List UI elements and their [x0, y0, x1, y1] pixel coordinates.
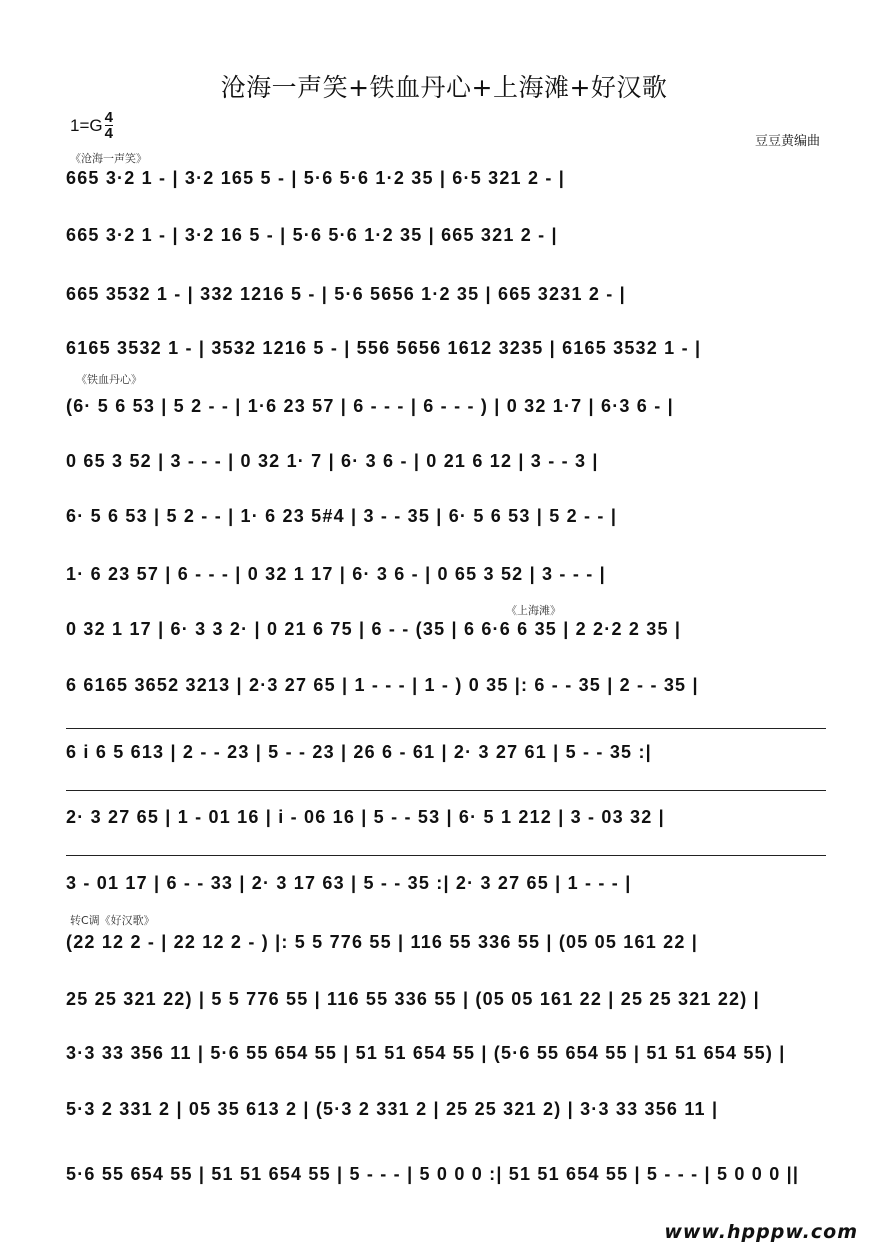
score-row: 2· 3 27 65 | 1 - 01 16 | i - 06 16 | 5 - - 53 | 6· 5 1 212 | 3 - 03 32 | — [66, 807, 665, 827]
score-row: 6165 3532 1 - | 3532 1216 5 - | 556 5656 1612 3235 | 6165 3532 1 - | — [66, 338, 702, 358]
score-row: 5·3 2 331 2 | 05 35 613 2 | (5·3 2 331 2 | 25 25 321 2) | 3·3 33 356 11 | — [66, 1099, 719, 1119]
score-row: 665 3·2 1 - | 3·2 165 5 - | 5·6 5·6 1·2 35 | 6·5 321 2 - | — [66, 168, 565, 188]
volta-line-3 — [66, 855, 826, 856]
score-row: 665 3532 1 - | 332 1216 5 - | 5·6 5656 1·2 35 | 665 3231 2 - | — [66, 284, 626, 304]
composer-credit: 豆豆黄编曲 — [754, 134, 820, 149]
page-title: 沧海一声笑+铁血丹心+上海滩+好汉歌 — [220, 73, 668, 102]
volta-line-1 — [66, 728, 826, 729]
score-row: (6· 5 6 53 | 5 2 - - | 1·6 23 57 | 6 - - - | 6 - - - ) | 0 32 1·7 | 6·3 6 - | — [66, 396, 674, 416]
score-row: 6 i 6 5 613 | 2 - - 23 | 5 - - 23 | 26 6 - 61 | 2· 3 27 61 | 5 - - 35 :| — [66, 742, 652, 762]
score-row: 3 - 01 17 | 6 - - 33 | 2· 3 17 63 | 5 - - 35 :| 2· 3 27 65 | 1 - - - | — [66, 873, 632, 893]
score-row: 6 6165 3652 3213 | 2·3 27 65 | 1 - - - | 1 - ) 0 35 |: 6 - - 35 | 2 - - 35 | — [66, 675, 699, 695]
time-top: 4 — [104, 109, 113, 126]
watermark: www.hpppw.com — [664, 1221, 858, 1243]
score-row: 3·3 33 356 11 | 5·6 55 654 55 | 51 51 654 55 | (5·6 55 654 55 | 51 51 654 55) | — [66, 1043, 786, 1063]
score-row: 5·6 55 654 55 | 51 51 654 55 | 5 - - - | 5 0 0 0 :| 51 51 654 55 | 5 - - - | 5 0 0 0 || — [66, 1164, 800, 1184]
section-label-4: 转C调《好汉歌》 — [70, 914, 155, 927]
key-label: 1=G — [70, 115, 103, 135]
score-row: 665 3·2 1 - | 3·2 16 5 - | 5·6 5·6 1·2 35 | 665 321 2 - | — [66, 225, 558, 245]
score-row: 0 32 1 17 | 6· 3 3 2· | 0 21 6 75 | 6 - - (35 | 6 6·6 6 35 | 2 2·2 2 35 | — [66, 619, 682, 639]
key-signature — [70, 110, 113, 141]
score-row: 6· 5 6 53 | 5 2 - - | 1· 6 23 5#4 | 3 - - 35 | 6· 5 6 53 | 5 2 - - | — [66, 506, 618, 526]
time-signature — [105, 110, 113, 141]
score-row: 0 65 3 52 | 3 - - - | 0 32 1· 7 | 6· 3 6 - | 0 21 6 12 | 3 - - 3 | — [66, 451, 599, 471]
volta-line-2 — [66, 790, 826, 791]
section-label-1: 《沧海一声笑》 — [70, 152, 147, 165]
section-label-2: 《铁血丹心》 — [76, 373, 142, 386]
score-row: 25 25 321 22) | 5 5 776 55 | 116 55 336 55 | (05 05 161 22 | 25 25 321 22) | — [66, 989, 760, 1009]
score-row: (22 12 2 - | 22 12 2 - ) |: 5 5 776 55 | 116 55 336 55 | (05 05 161 22 | — [66, 932, 698, 952]
time-bottom: 4 — [104, 125, 113, 142]
score-row: 1· 6 23 57 | 6 - - - | 0 32 1 17 | 6· 3 6 - | 0 65 3 52 | 3 - - - | — [66, 564, 606, 584]
section-label-3: 《上海滩》 — [506, 604, 561, 617]
